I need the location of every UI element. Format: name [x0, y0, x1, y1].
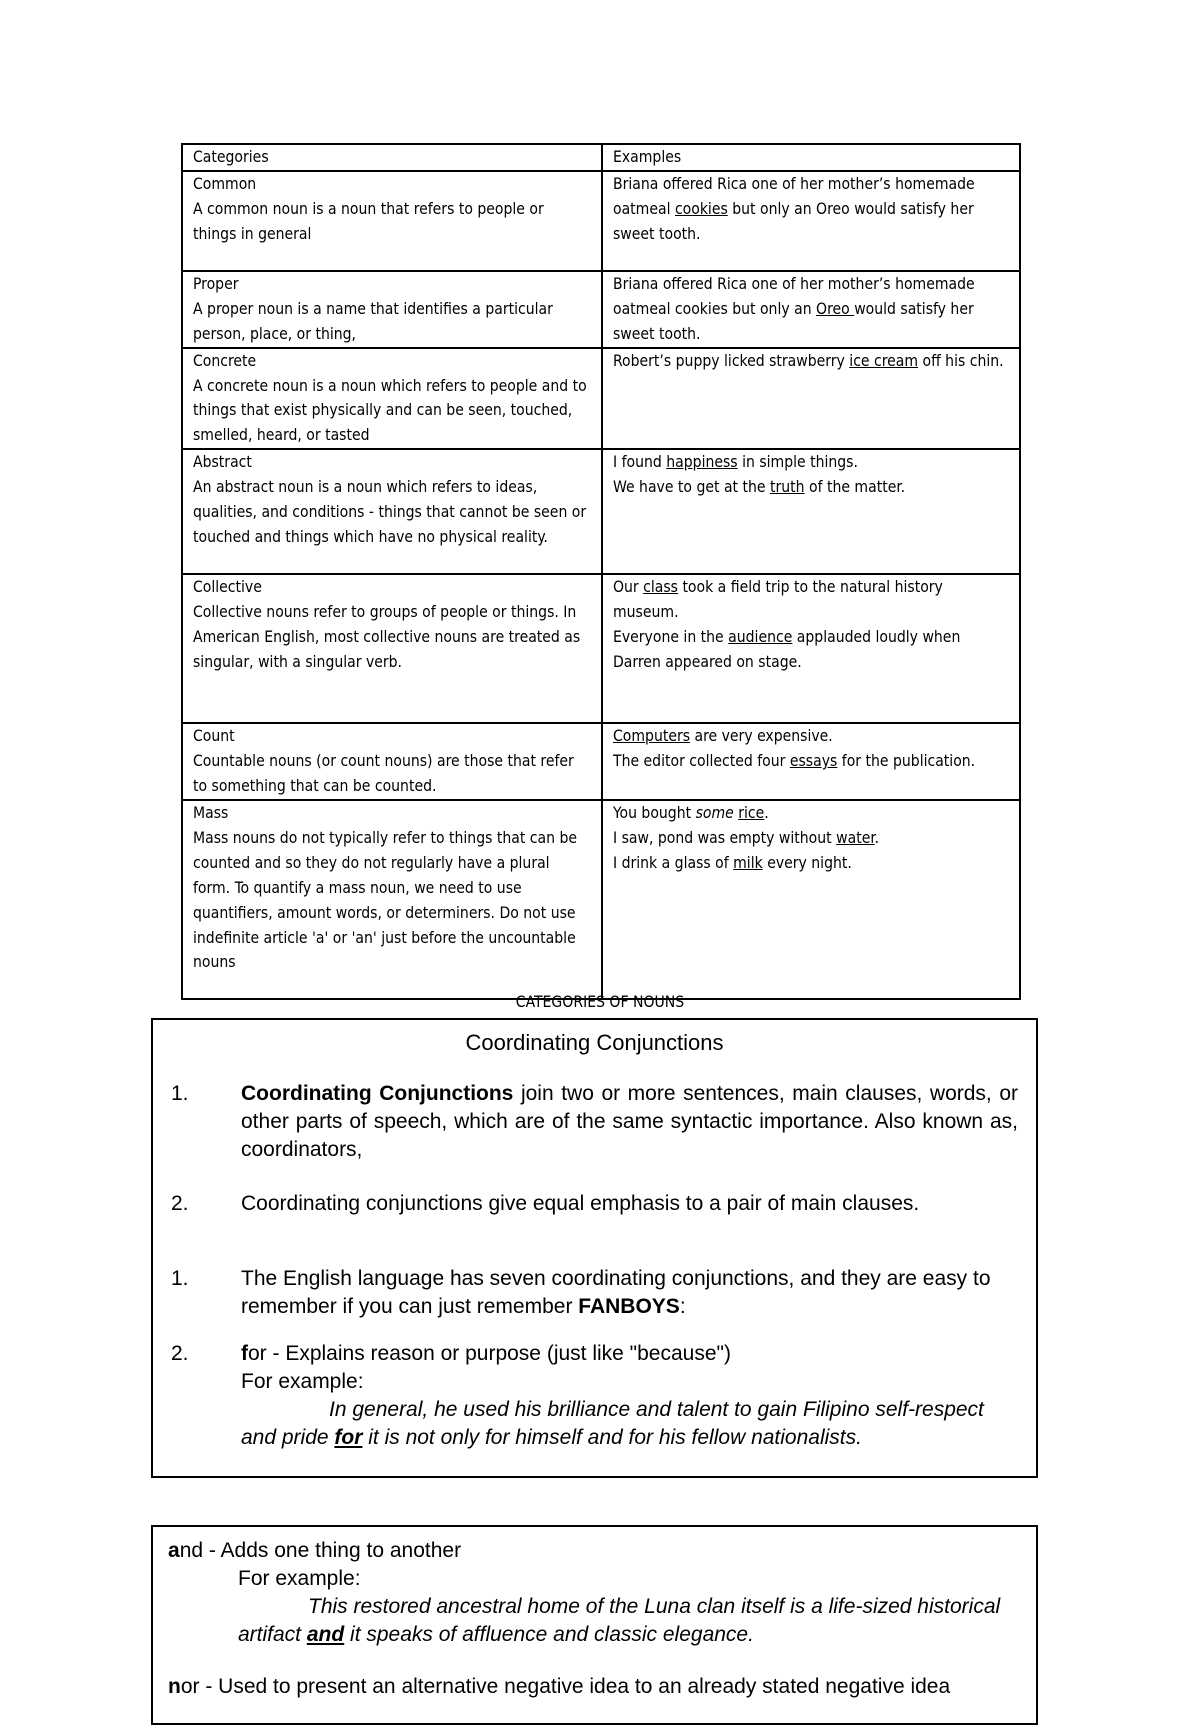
example-cell	[602, 800, 1020, 999]
category-name: Collective	[193, 578, 262, 597]
list-number: 2.	[171, 1342, 189, 1365]
category-cell	[182, 449, 602, 574]
example-key: and	[306, 1623, 345, 1646]
conjunction-line	[241, 1340, 1018, 1368]
example-text: Our	[613, 578, 644, 597]
example-text: I saw, pond was empty without	[613, 828, 837, 847]
table-header-row	[182, 144, 1020, 171]
list-item-text: Coordinating conjunctions give equal emphasis to a pair of main clauses.	[241, 1192, 920, 1215]
category-cell	[182, 271, 602, 348]
category-cell	[182, 348, 602, 450]
category-cell	[182, 171, 602, 271]
example-text: of the matter.	[804, 478, 906, 497]
list-number: 1.	[171, 1267, 189, 1290]
example-text: The editor collected four	[613, 752, 790, 771]
underlined-noun: audience	[728, 628, 793, 647]
example-cell	[602, 271, 1020, 348]
category-definition: An abstract noun is a noun which refers to ideas, qualities, and conditions - things that cannot be seen or touched and things which have no physical reality.	[193, 478, 587, 546]
example-cell	[602, 574, 1020, 723]
example-text: Robert’s puppy licked strawberry	[613, 351, 850, 370]
table-caption: CATEGORIES OF NOUNS	[515, 993, 685, 1011]
item-text: join two or more sentences, main clauses, words, or other parts of speech, which are of the same syntactic importance. Also known as, coordinators,	[241, 1082, 1018, 1161]
example-text: I drink a glass of	[613, 853, 734, 872]
example-before: In general, he used his brilliance and talent to gain Filipino self-respect and pride	[241, 1398, 984, 1449]
box-title: Coordinating Conjunctions	[465, 1030, 724, 1055]
example-sentence	[241, 1396, 1018, 1452]
table-row	[182, 271, 1020, 348]
conjunction-entry	[168, 1537, 1016, 1565]
example-after: it is not only for himself and for his fellow nationalists.	[362, 1426, 862, 1449]
conjunction-entry	[168, 1673, 1016, 1701]
example-text: would satisfy her sweet tooth.	[613, 299, 974, 343]
example-key: for	[334, 1426, 363, 1449]
for-example-label: For example:	[238, 1567, 361, 1590]
conjunction-desc: nd - Adds one thing to another	[179, 1539, 462, 1562]
conjunction-examples-box	[151, 1525, 1038, 1725]
coordinating-conjunctions-box	[151, 1018, 1038, 1478]
example-text: .	[874, 828, 880, 847]
example-text: took a field trip to the natural history museum.	[613, 578, 943, 622]
table-row	[182, 723, 1020, 800]
example-cell	[602, 449, 1020, 574]
example-text: for the publication.	[837, 752, 976, 771]
example-text: I found	[613, 453, 667, 472]
list-item-text	[241, 1340, 1018, 1452]
underlined-noun: rice	[738, 803, 765, 822]
table-row	[182, 171, 1020, 271]
underlined-noun: happiness	[666, 453, 738, 472]
item-tail: :	[679, 1295, 686, 1318]
category-definition: A common noun is a noun that refers to people or things in general	[193, 199, 544, 243]
example-text: Everyone in the	[613, 628, 729, 647]
header-categories: Categories	[182, 144, 602, 171]
underlined-noun: truth	[769, 478, 805, 497]
list-item	[171, 1340, 1018, 1452]
category-definition: A concrete noun is a noun which refers to people and to things that exist physically and can be seen, touched, smelled, heard, or tasted	[193, 376, 587, 445]
category-name: Common	[193, 174, 257, 193]
example-text: applauded loudly when Darren appeared on stage.	[613, 628, 961, 671]
noun-categories-table	[181, 143, 1021, 1000]
bold-term: Coordinating Conjunctions	[241, 1082, 514, 1105]
category-definition: Mass nouns do not typically refer to things that can be counted and so they do not regularly have a plural form. To quantify a mass noun, we need to use quantifiers, amount words, or determiners. Do not use indefinite article 'a' or 'an' just before the uncountable nouns	[193, 828, 578, 972]
example-text: Briana offered Rica one of her mother’s homemade oatmeal cookies but only an	[613, 274, 975, 318]
example-cell	[602, 171, 1020, 271]
list-item-text	[241, 1080, 1018, 1164]
category-name: Count	[193, 727, 235, 746]
underlined-noun: ice cream	[849, 351, 919, 370]
example-before: This restored ancestral home of the Luna clan itself is a life-sized historical artifact	[238, 1595, 1001, 1646]
example-text: You bought	[613, 803, 696, 822]
underlined-noun: Computers	[613, 727, 691, 746]
category-name: Mass	[193, 803, 229, 822]
example-text: but only an Oreo would satisfy her sweet tooth.	[613, 199, 974, 243]
underlined-noun: essays	[789, 752, 838, 771]
list-number: 2.	[171, 1192, 189, 1215]
category-cell	[182, 723, 602, 800]
item-text: The English language has seven coordinating conjunctions, and they are easy to remember if you can just remember	[241, 1267, 991, 1318]
list-item	[171, 1190, 1018, 1218]
table-row	[182, 449, 1020, 574]
list-item-text	[241, 1265, 1018, 1321]
conjunction-letter: n	[168, 1675, 181, 1698]
underlined-noun: cookies	[674, 199, 728, 218]
underlined-noun: milk	[733, 853, 763, 872]
example-cell	[602, 723, 1020, 800]
category-name: Proper	[193, 274, 239, 293]
category-cell	[182, 574, 602, 723]
category-name: Concrete	[193, 351, 257, 370]
table-row	[182, 348, 1020, 450]
category-name: Abstract	[193, 453, 252, 472]
example-text: are very expensive.	[690, 727, 833, 746]
category-definition: Collective nouns refer to groups of people or things. In American English, most collective nouns are treated as singular, with a singular verb.	[193, 603, 581, 671]
underlined-noun: water	[836, 828, 875, 847]
category-cell	[182, 800, 602, 999]
example-text: We have to get at the	[613, 478, 770, 497]
list-number: 1.	[171, 1082, 189, 1105]
italic-word: some	[695, 803, 734, 822]
example-text: .	[764, 803, 769, 822]
table-row	[182, 574, 1020, 723]
example-text: in simple things.	[737, 453, 858, 472]
header-examples: Examples	[602, 144, 1020, 171]
underlined-noun: Oreo	[816, 299, 855, 318]
underlined-noun: class	[643, 578, 678, 597]
fanboys-term: FANBOYS	[578, 1295, 680, 1318]
conjunction-letter: a	[168, 1539, 180, 1562]
category-definition: Countable nouns (or count nouns) are those that refer to something that can be counted.	[193, 752, 574, 796]
list-item	[171, 1265, 1018, 1321]
list-item	[171, 1080, 1018, 1164]
example-text: Briana offered Rica one of her mother’s homemade oatmeal	[613, 174, 975, 218]
for-example-label: For example:	[241, 1370, 364, 1393]
example-after: it speaks of affluence and classic elegance.	[344, 1623, 754, 1646]
example-cell	[602, 348, 1020, 450]
conjunction-letter: f	[241, 1342, 248, 1365]
conjunction-desc: or - Explains reason or purpose (just like "because")	[248, 1342, 731, 1365]
table-row	[182, 800, 1020, 999]
example-text: off his chin.	[918, 351, 1004, 370]
example-sentence	[238, 1593, 1016, 1649]
category-definition: A proper noun is a name that identifies a particular person, place, or thing,	[193, 299, 553, 343]
conjunction-desc: or - Used to present an alternative negative idea to an already stated negative idea	[180, 1675, 951, 1698]
example-text: every night.	[762, 853, 852, 872]
